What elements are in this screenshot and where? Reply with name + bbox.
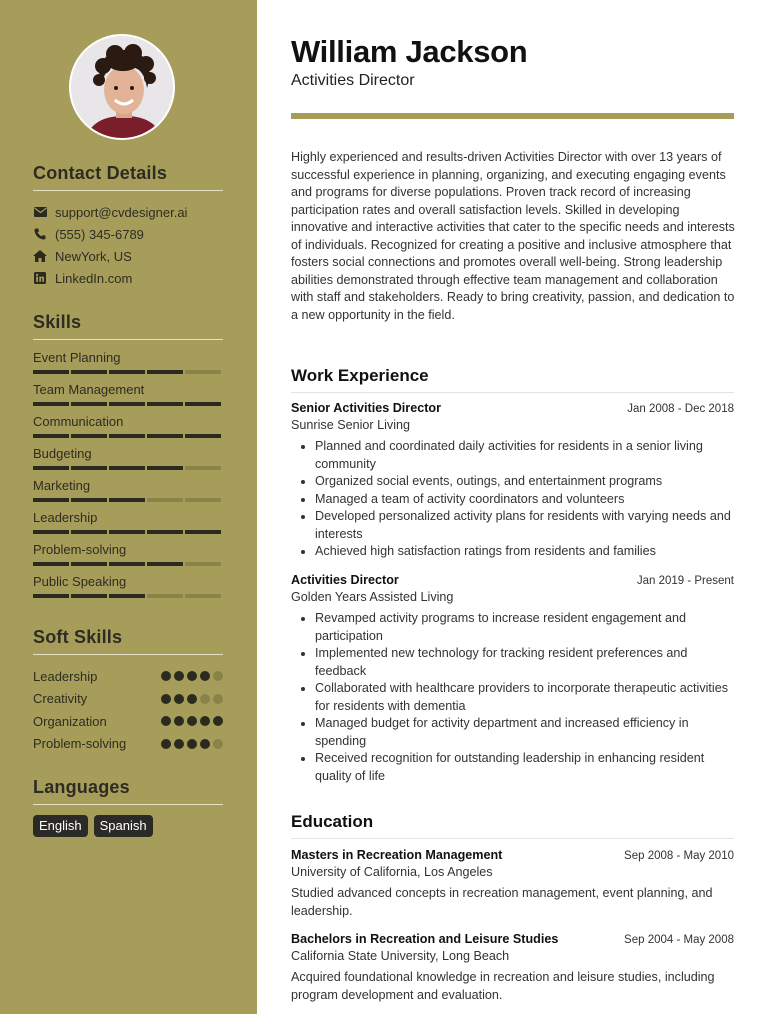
rating-dot [187, 694, 197, 704]
skill-level-segment [147, 498, 183, 502]
skill-level-segment [147, 466, 183, 470]
skill-level-bar [33, 498, 223, 502]
skill-level-bar [33, 402, 223, 406]
contact-phone-text: (555) 345-6789 [55, 226, 144, 242]
phone-icon [33, 227, 47, 241]
skill-level-segment [147, 530, 183, 534]
main-content [257, 0, 768, 1014]
skill-level-bar [33, 466, 223, 470]
skill-level-segment [33, 498, 69, 502]
skill-level-segment [109, 562, 145, 566]
skill-level-segment [185, 434, 221, 438]
rating-dot [187, 739, 197, 749]
skill-level-segment [185, 562, 221, 566]
skill-name: Budgeting [33, 446, 92, 461]
work-bullet: • Planned and coordinated daily activities for residents in a senior living community [315, 438, 734, 473]
skill-level-segment [109, 370, 145, 374]
soft-skill-name: Leadership [33, 668, 98, 684]
skill-level-segment [109, 530, 145, 534]
contact-email[interactable] [33, 201, 223, 223]
skill-level-segment [147, 562, 183, 566]
contact-linkedin-text: LinkedIn.com [55, 270, 133, 286]
accent-divider [291, 113, 734, 119]
work-bullet: • Managed a team of activity coordinators and volunteers [315, 491, 734, 509]
skill-level-segment [71, 402, 107, 406]
skill-level-segment [185, 594, 221, 598]
rating-dot [200, 694, 210, 704]
skill-name: Event Planning [33, 350, 121, 365]
soft-skills-list [33, 665, 223, 755]
skill-level-segment [185, 370, 221, 374]
language-tag: Spanish [94, 815, 153, 837]
rating-dot [213, 716, 223, 726]
skill-level-bar [33, 530, 223, 534]
skill-level-segment [147, 594, 183, 598]
rating-dot [200, 671, 210, 681]
work-role: Activities Director [291, 573, 399, 587]
candidate-title: Activities Director [291, 72, 415, 89]
skills-list [33, 350, 223, 606]
skill-level-segment [109, 434, 145, 438]
skill-level-segment [71, 594, 107, 598]
skill-level-bar [33, 434, 223, 438]
work-bullet: • Received recognition for outstanding leadership in enhancing resident quality of life [315, 750, 734, 785]
skill-name: Team Management [33, 382, 145, 397]
work-bullet: • Managed budget for activity department and increased efficiency in spending [315, 715, 734, 750]
profile-photo [69, 34, 175, 140]
soft-skill-rating [161, 694, 223, 704]
skill-level-segment [71, 498, 107, 502]
linkedin-icon [33, 271, 47, 285]
skill-level-segment [185, 402, 221, 406]
candidate-name: William Jackson [291, 34, 528, 69]
skill-item [33, 542, 223, 574]
rating-dot [174, 716, 184, 726]
rating-dot [213, 694, 223, 704]
soft-skill-item [33, 733, 223, 756]
rating-dot [174, 671, 184, 681]
soft-skill-rating [161, 671, 223, 681]
language-tags [33, 815, 223, 837]
home-icon [33, 249, 47, 263]
profile-summary: Highly experienced and results-driven Activities Director with over 13 years of successful experience in planning, organizing, and executing engaging events and programs for diverse populations. Proven track record of increasing participation rates and overall satisfaction levels. Skilled in developing innovative and interactive activities that cater to the specific needs and interests of individuals. Recognized for creating a positive and inclusive atmosphere that fosters social connections and promotes overall well-being. Strong leadership abilities demonstrated through effective team management and collaboration with staff and stakeholders. Ready to bring creativity, passion, and dedication to a new opportunity in the field. [291, 150, 735, 322]
skill-level-segment [109, 594, 145, 598]
skill-level-bar [33, 594, 223, 598]
skill-level-segment [33, 402, 69, 406]
skill-item [33, 350, 223, 382]
education-degree: Bachelors in Recreation and Leisure Studies [291, 932, 559, 946]
rating-dot [174, 739, 184, 749]
skills-title: Skills [33, 312, 223, 340]
work-bullets [291, 610, 734, 785]
work-bullet: • Achieved high satisfaction ratings from residents and families [315, 543, 734, 561]
skills-section [33, 312, 223, 606]
skill-level-segment [185, 498, 221, 502]
rating-dot [161, 671, 171, 681]
skill-level-segment [109, 402, 145, 406]
work-bullet: • Implemented new technology for tracking resident preferences and feedback [315, 645, 734, 680]
skill-level-segment [33, 370, 69, 374]
work-bullets [291, 438, 734, 561]
contact-location [33, 245, 223, 267]
education-school: California State University, Long Beach [291, 949, 510, 963]
skill-level-segment [71, 530, 107, 534]
work-dates: Jan 2019 - Present [636, 575, 734, 587]
education-school: University of California, Los Angeles [291, 865, 493, 879]
work-role: Senior Activities Director [291, 401, 442, 415]
work-entry [291, 401, 734, 561]
work-bullet: • Organized social events, outings, and entertainment programs [315, 473, 734, 491]
soft-skill-item [33, 710, 223, 733]
soft-skill-name: Organization [33, 713, 107, 729]
skill-level-segment [147, 402, 183, 406]
work-company: Sunrise Senior Living [291, 418, 411, 432]
sidebar [0, 0, 257, 1014]
skill-name: Leadership [33, 510, 98, 525]
work-bullet: • Revamped activity programs to increase resident engagement and participation [315, 610, 734, 645]
skill-level-segment [33, 434, 69, 438]
contact-linkedin[interactable] [33, 267, 223, 289]
skill-level-segment [33, 530, 69, 534]
skill-level-segment [109, 466, 145, 470]
skill-name: Public Speaking [33, 574, 127, 589]
skill-item [33, 382, 223, 414]
rating-dot [200, 739, 210, 749]
skill-level-bar [33, 370, 223, 374]
contact-phone[interactable] [33, 223, 223, 245]
education-entry [291, 848, 734, 920]
rating-dot [161, 716, 171, 726]
rating-dot [187, 716, 197, 726]
education-dates: Sep 2008 - May 2010 [624, 850, 734, 862]
skill-level-segment [109, 498, 145, 502]
skill-item [33, 510, 223, 542]
rating-dot [161, 694, 171, 704]
skill-level-bar [33, 562, 223, 566]
skill-level-segment [147, 434, 183, 438]
languages-section [33, 777, 223, 837]
rating-dot [174, 694, 184, 704]
education-dates: Sep 2004 - May 2008 [624, 934, 734, 946]
skill-level-segment [33, 594, 69, 598]
rating-dot [213, 671, 223, 681]
rating-dot [187, 671, 197, 681]
avatar [71, 36, 175, 140]
work-experience-title: Work Experience [291, 366, 734, 393]
skill-item [33, 478, 223, 510]
skill-level-segment [185, 466, 221, 470]
skill-item [33, 446, 223, 478]
skill-level-segment [33, 466, 69, 470]
language-tag: English [33, 815, 88, 837]
contact-title: Contact Details [33, 163, 223, 191]
languages-title: Languages [33, 777, 223, 805]
education-entry [291, 932, 734, 1004]
envelope-icon [33, 205, 47, 219]
rating-dot [213, 739, 223, 749]
contact-email-text: support@cvdesigner.ai [55, 204, 188, 220]
skill-level-segment [147, 370, 183, 374]
education-title: Education [291, 812, 734, 839]
soft-skill-rating [161, 739, 223, 749]
skill-name: Problem-solving [33, 542, 127, 557]
skill-name: Communication [33, 414, 124, 429]
soft-skills-title: Soft Skills [33, 627, 223, 655]
education-degree: Masters in Recreation Management [291, 848, 503, 862]
soft-skill-item [33, 688, 223, 711]
skill-level-segment [71, 370, 107, 374]
skill-item [33, 574, 223, 606]
skill-level-segment [71, 562, 107, 566]
work-entry [291, 573, 734, 785]
contact-section [33, 163, 223, 289]
skill-item [33, 414, 223, 446]
skill-name: Marketing [33, 478, 91, 493]
skill-level-segment [71, 434, 107, 438]
soft-skills-section [33, 627, 223, 755]
skill-level-segment [71, 466, 107, 470]
skill-level-segment [33, 562, 69, 566]
contact-location-text: NewYork, US [55, 248, 132, 264]
work-bullet: • Developed personalized activity plans for residents with varying needs and interests [315, 508, 734, 543]
skill-level-segment [185, 530, 221, 534]
rating-dot [161, 739, 171, 749]
education-description: Studied advanced concepts in recreation management, event planning, and leadership. [291, 886, 713, 918]
work-company: Golden Years Assisted Living [291, 590, 454, 604]
education-description: Acquired foundational knowledge in recreation and leisure studies, including program development and evaluation. [291, 970, 715, 1002]
soft-skill-name: Creativity [33, 691, 88, 707]
work-dates: Jan 2008 - Dec 2018 [627, 403, 734, 415]
soft-skill-rating [161, 716, 223, 726]
soft-skill-item [33, 665, 223, 688]
rating-dot [200, 716, 210, 726]
work-bullet: • Collaborated with healthcare providers to incorporate therapeutic activities for residents with dementia [315, 680, 734, 715]
soft-skill-name: Problem-solving [33, 736, 127, 752]
